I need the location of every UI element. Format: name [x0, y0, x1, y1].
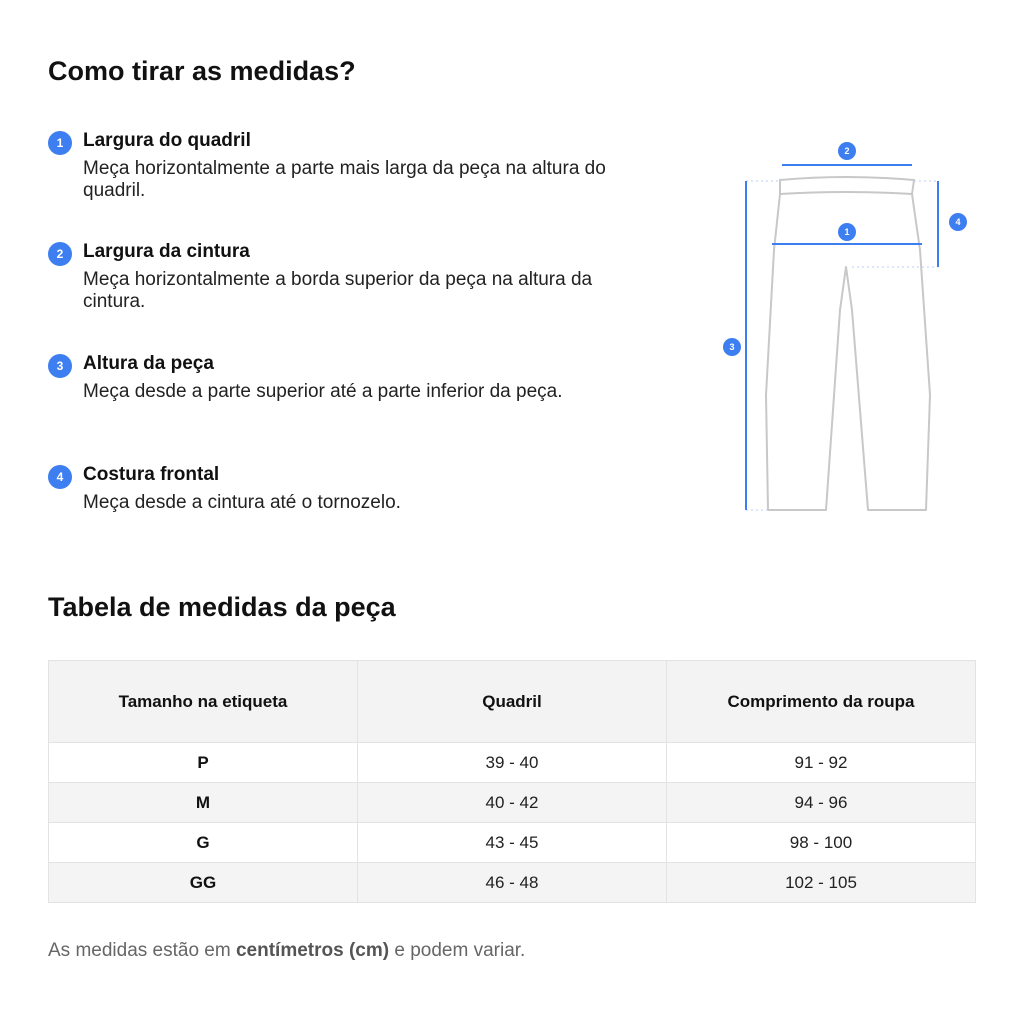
size-cell: M: [49, 783, 358, 823]
step-description: Meça desde a cintura até o tornozelo.: [83, 492, 401, 513]
table-row: [49, 783, 976, 823]
step-description: Meça desde a parte superior até a parte inferior da peça.: [83, 381, 563, 402]
size-table: [48, 660, 976, 903]
step-title: Largura da cintura: [83, 241, 250, 262]
pants-body: [766, 194, 930, 510]
length-cell: 91 - 92: [667, 743, 976, 783]
size-cell: GG: [49, 863, 358, 903]
hip-cell: 40 - 42: [358, 783, 667, 823]
footnote-text-before: As medidas estão em: [48, 940, 236, 961]
step-number-badge: 4: [48, 465, 72, 489]
diagram-badge-waist: 2: [838, 142, 856, 160]
hip-cell: 39 - 40: [358, 743, 667, 783]
step-description: Meça horizontalmente a parte mais larga da peça na altura do quadril.: [83, 158, 606, 201]
pants-waistband: [780, 177, 914, 194]
step-description: Meça horizontalmente a borda superior da peça na altura da cintura.: [83, 269, 593, 312]
step-title: Costura frontal: [83, 464, 220, 485]
header-label-size: Tamanho na etiqueta: [49, 661, 358, 743]
header-hip: Quadril: [358, 661, 667, 743]
hip-cell: 43 - 45: [358, 823, 667, 863]
length-cell: 94 - 96: [667, 783, 976, 823]
how-to-measure-title: Como tirar as medidas?: [48, 56, 356, 86]
size-cell: P: [49, 743, 358, 783]
hip-cell: 46 - 48: [358, 863, 667, 903]
diagram-badge-front-seam: 4: [949, 213, 967, 231]
pants-outline-illustration: [700, 130, 990, 530]
step-title: Altura da peça: [83, 353, 214, 374]
pants-measurement-diagram: [700, 130, 990, 530]
size-table-title: Tabela de medidas da peça: [48, 592, 396, 622]
table-header-row: [49, 661, 976, 743]
units-footnote: [48, 940, 525, 962]
size-cell: G: [49, 823, 358, 863]
diagram-badge-height: 3: [723, 338, 741, 356]
footnote-unit-bold: centímetros (cm): [235, 940, 390, 961]
footnote-text-after: e podem variar.: [389, 940, 526, 961]
step-title: Largura do quadril: [83, 130, 251, 151]
length-cell: 102 - 105: [667, 863, 976, 903]
table-row: [49, 823, 976, 863]
table-row: [49, 863, 976, 903]
diagram-badge-hip: 1: [838, 223, 856, 241]
length-cell: 98 - 100: [667, 823, 976, 863]
step-number-badge: 2: [48, 242, 72, 266]
step-number-badge: 1: [48, 131, 72, 155]
step-number-badge: 3: [48, 354, 72, 378]
table-row: [49, 743, 976, 783]
header-length: Comprimento da roupa: [667, 661, 976, 743]
